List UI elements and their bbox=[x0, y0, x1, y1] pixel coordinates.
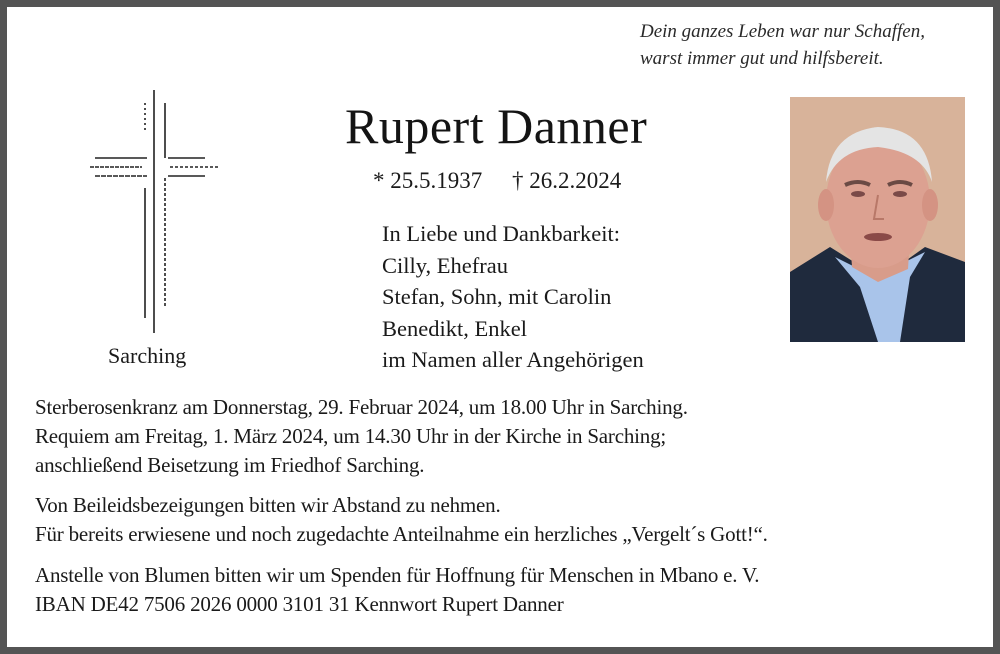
mourners-line: im Namen aller Angehörigen bbox=[382, 347, 644, 372]
condolence-notes bbox=[35, 491, 768, 549]
mourners-line: In Liebe und Dankbarkeit: bbox=[382, 221, 621, 246]
motto-line: warst immer gut und hilfsbereit. bbox=[640, 48, 884, 69]
mourners-line: Cilly, Ehefrau bbox=[382, 252, 509, 278]
donation-line: Anstelle von Blumen bitten wir um Spenden für Hoffnung für Menschen in Mbano e. V. bbox=[35, 563, 760, 587]
service-details bbox=[35, 393, 688, 480]
deceased-name: Rupert Danner bbox=[345, 98, 648, 154]
life-dates bbox=[373, 168, 621, 194]
iban-line: IBAN DE42 7506 2026 0000 3101 31 Kennwort Rupert Danner bbox=[35, 592, 564, 616]
mourners-line: Stefan, Sohn, mit Carolin bbox=[382, 284, 612, 309]
motto-verse bbox=[640, 18, 925, 72]
place-label: Sarching bbox=[108, 343, 187, 368]
service-line: anschließend Beisetzung im Friedhof Sarching. bbox=[35, 453, 425, 477]
motto-line: Dein ganzes Leben war nur Schaffen, bbox=[640, 21, 925, 42]
donation-info bbox=[35, 561, 759, 619]
note-line: Von Beileidsbezeigungen bitten wir Abstand zu nehmen. bbox=[35, 493, 501, 517]
service-line: Sterberosenkranz am Donnerstag, 29. Februar 2024, um 18.00 Uhr in Sarching. bbox=[35, 395, 688, 419]
mourners-list bbox=[382, 218, 644, 376]
cross-icon bbox=[90, 88, 230, 338]
portrait-photo bbox=[790, 97, 965, 342]
death-date: † 26.2.2024 bbox=[512, 168, 622, 193]
birth-date: * 25.5.1937 bbox=[373, 168, 483, 193]
mourners-line: Benedikt, Enkel bbox=[382, 315, 527, 341]
service-line: Requiem am Freitag, 1. März 2024, um 14.30 Uhr in der Kirche in Sarching; bbox=[35, 424, 667, 448]
note-line: Für bereits erwiesene und noch zugedachte Anteilnahme ein herzliches „Vergelt´s Gott!“. bbox=[35, 522, 768, 546]
